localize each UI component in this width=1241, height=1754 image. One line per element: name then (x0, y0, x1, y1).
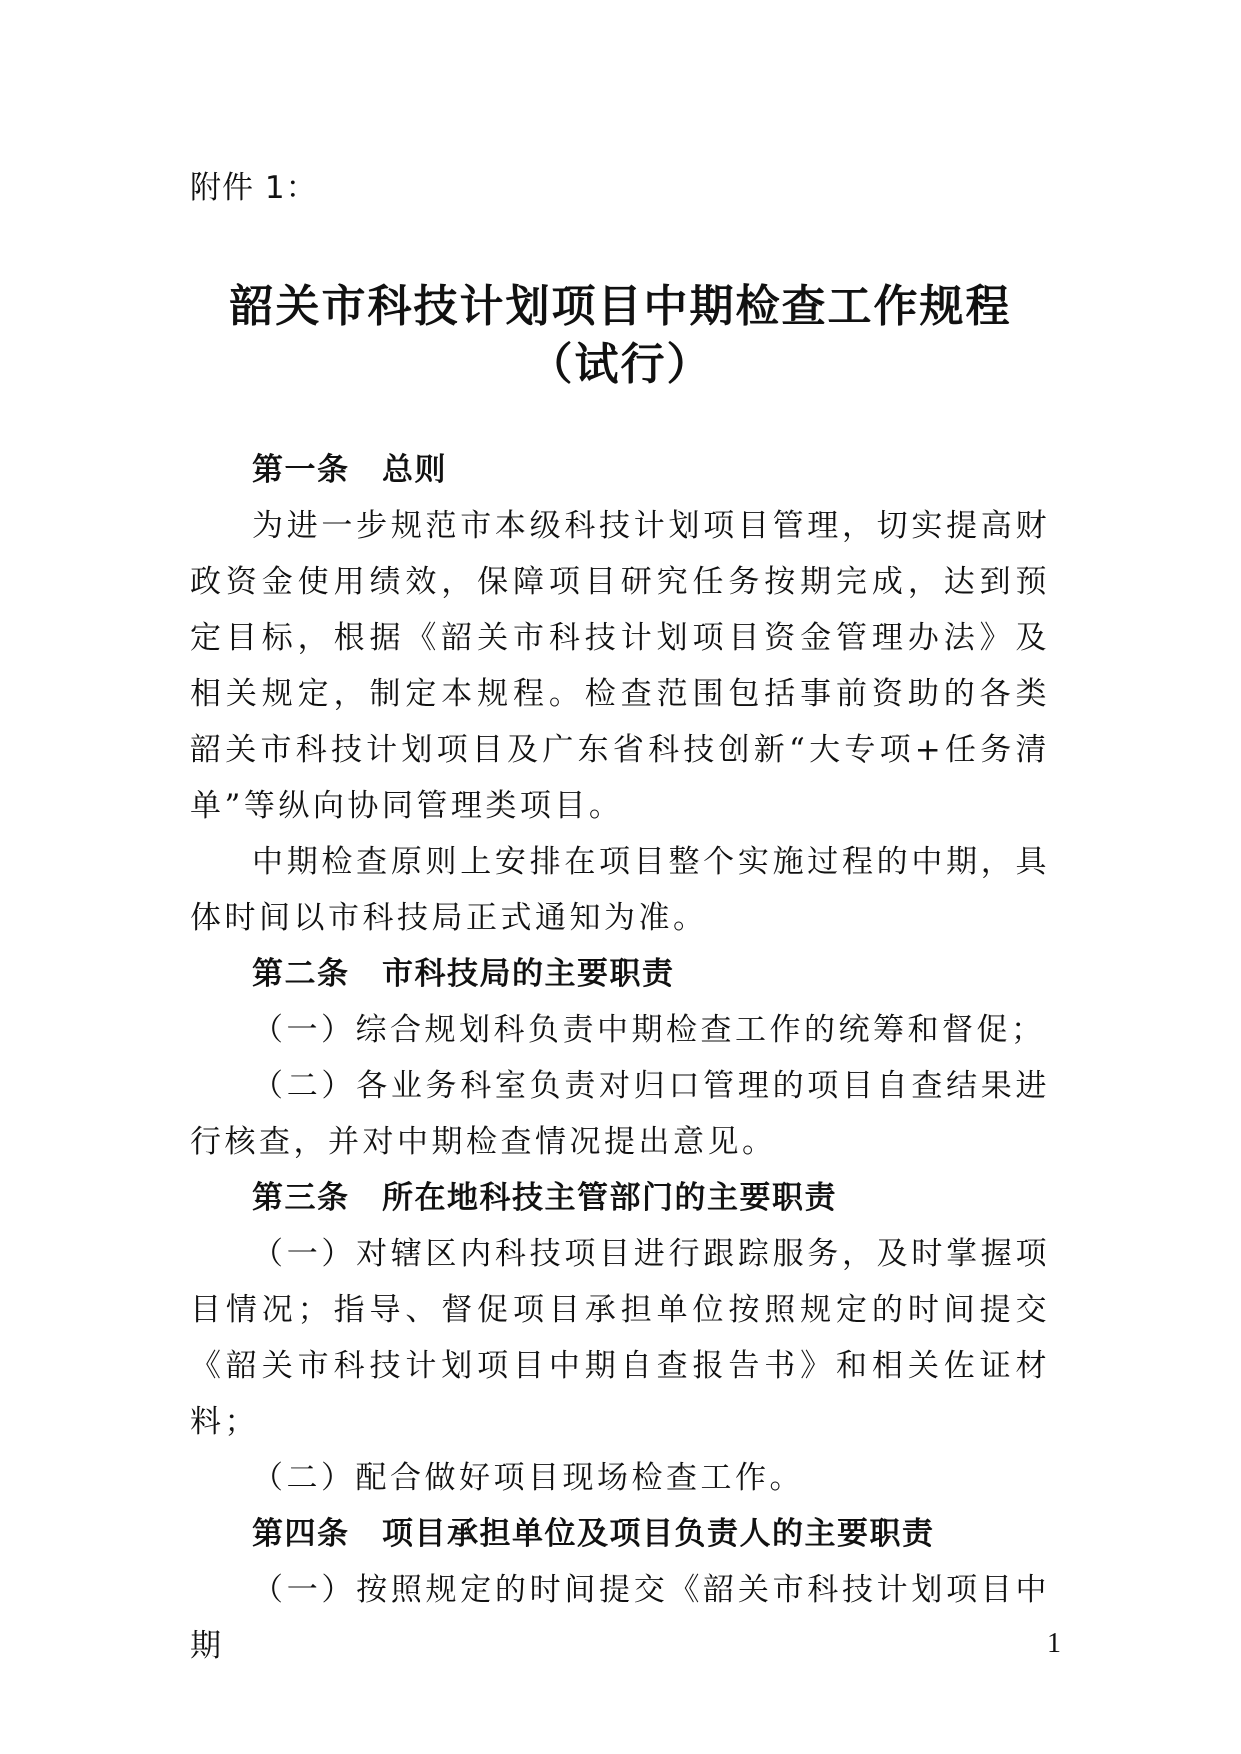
article-paragraph: （一）对辖区内科技项目进行跟踪服务，及时掌握项目情况；指导、督促项目承担单位按照规定的时间提交《韶关市科技计划项目中期自查报告书》和相关佐证材料； (190, 1236, 1050, 1440)
document-title: 韶关市科技计划项目中期检查工作规程 (229, 281, 1012, 332)
article-2 (190, 946, 1050, 1170)
article-4 (190, 1506, 1050, 1674)
article-heading: 第三条 所在地科技主管部门的主要职责 (252, 1180, 837, 1216)
article-heading: 第一条 总则 (252, 452, 447, 488)
page-number: 1 (1047, 1628, 1061, 1659)
article-heading: 第四条 项目承担单位及项目负责人的主要职责 (252, 1516, 935, 1552)
article-3 (190, 1170, 1050, 1506)
document-body (190, 442, 1050, 1674)
article-paragraph: （一）综合规划科负责中期检查工作的统筹和督促； (252, 1012, 1046, 1048)
article-paragraph: 中期检查原则上安排在项目整个实施过程的中期，具体时间以市科技局正式通知为准。 (190, 844, 1050, 936)
article-paragraph: 为进一步规范市本级科技计划项目管理，切实提高财政资金使用绩效，保障项目研究任务按期完成，达到预定目标，根据《韶关市科技计划项目资金管理办法》及相关规定，制定本规程。检查范围包括事前资助的各类韶关市科技计划项目及广东省科技创新“大专项+任务清单”等纵向协同管理类项目。 (190, 508, 1050, 824)
article-paragraph: （二）配合做好项目现场检查工作。 (252, 1460, 804, 1496)
attachment-label: 附件 1： (190, 170, 318, 206)
article-1 (190, 442, 1050, 946)
article-heading: 第二条 市科技局的主要职责 (252, 956, 675, 992)
article-paragraph: （一）按照规定的时间提交《韶关市科技计划项目中期 (190, 1572, 1050, 1664)
document-subtitle: （试行） (528, 339, 713, 390)
article-paragraph: （二）各业务科室负责对归口管理的项目自查结果进行核查，并对中期检查情况提出意见。 (190, 1068, 1050, 1160)
